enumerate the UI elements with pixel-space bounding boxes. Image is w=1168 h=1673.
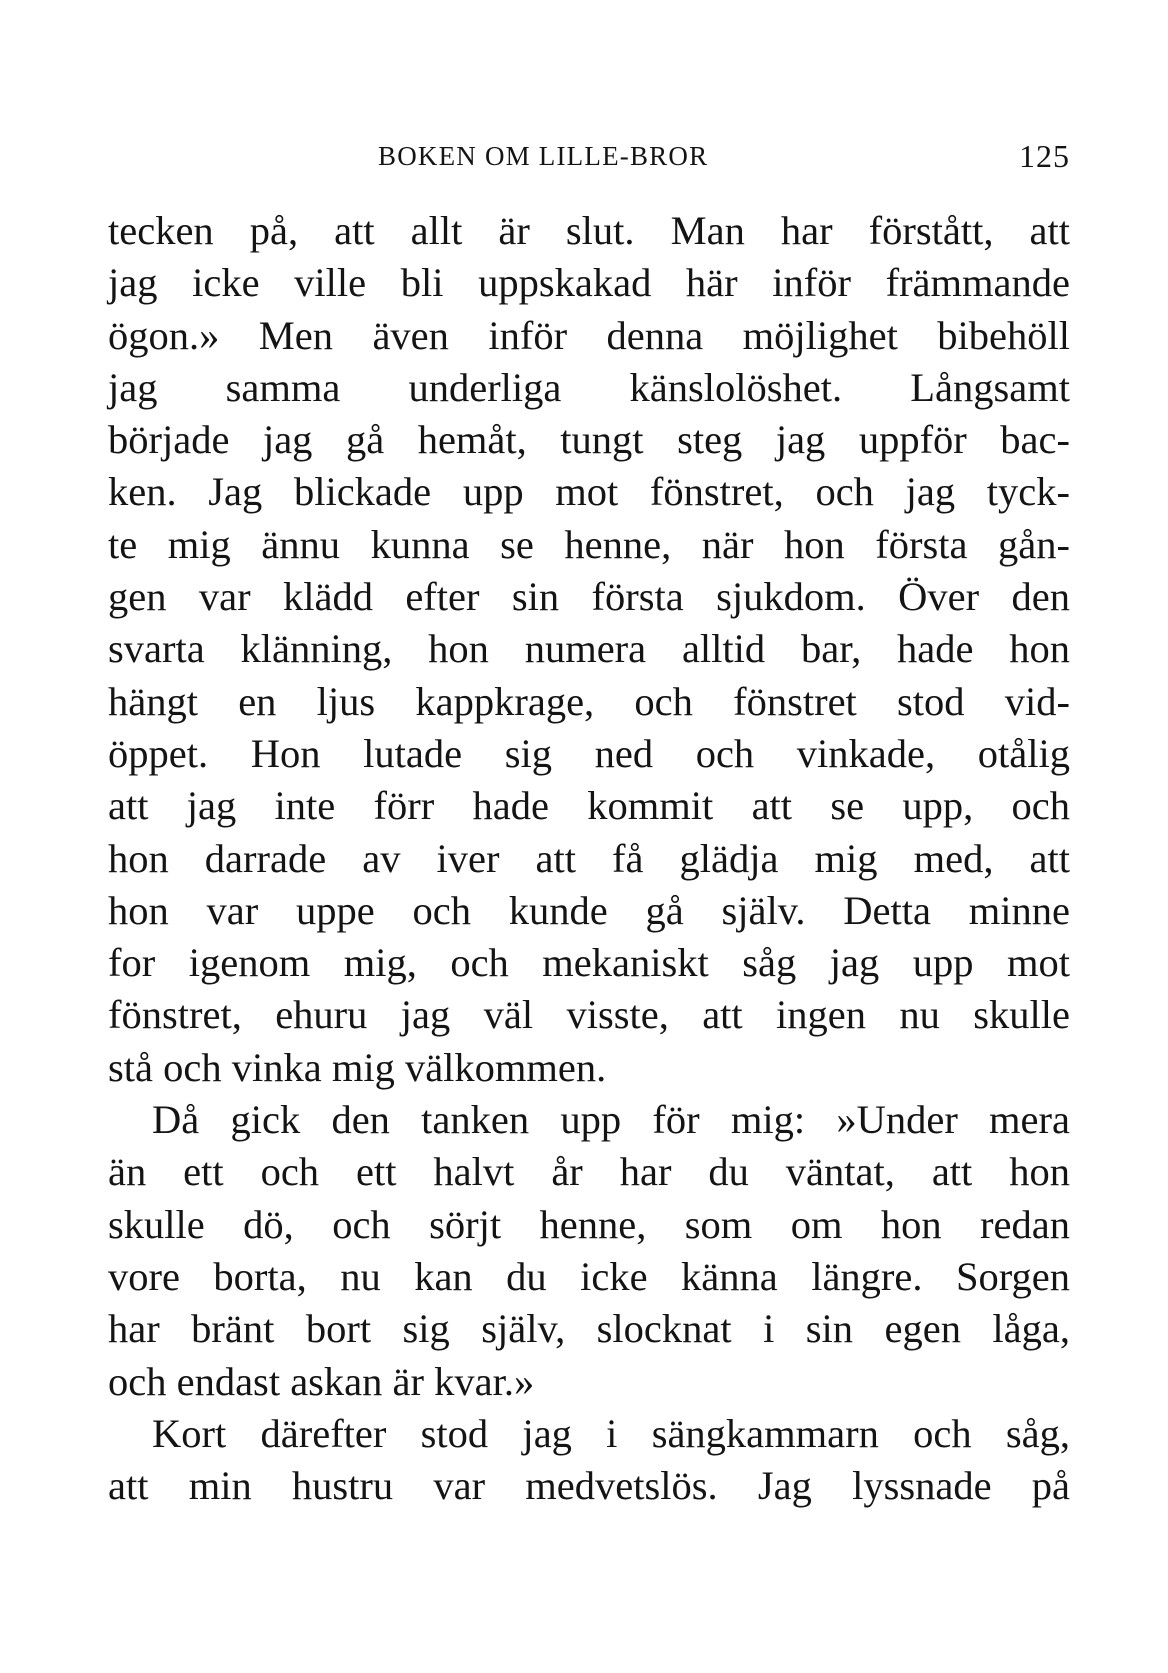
paragraph <box>108 205 1070 1094</box>
text-line: än ett och ett halvt år har du väntat, att hon <box>108 1149 1070 1195</box>
text-line: och endast askan är kvar.» <box>108 1358 535 1404</box>
text-line: vore borta, nu kan du icke känna längre. Sorgen <box>108 1253 1070 1299</box>
text-line: stå och vinka mig välkommen. <box>108 1044 607 1090</box>
paragraph <box>108 1094 1070 1408</box>
text-line: hon var uppe och kunde gå själv. Detta minne <box>108 887 1070 933</box>
body-text <box>108 205 1070 1512</box>
text-line: att min hustru var medvetslös. Jag lyssnade på <box>108 1463 1070 1509</box>
text-line: öppet. Hon lutade sig ned och vinkade, otålig <box>108 730 1070 776</box>
text-line: har bränt bort sig själv, slocknat i sin egen låga, <box>108 1306 1070 1352</box>
paragraph <box>108 1408 1070 1513</box>
text-line: tecken på, att allt är slut. Man har förstått, att <box>108 208 1070 253</box>
text-line: gen var klädd efter sin första sjukdom. Över den <box>108 574 1070 620</box>
text-line: jag samma underliga känslolöshet. Långsamt <box>108 364 1070 410</box>
running-title: BOKEN OM LILLE-BROR <box>378 141 709 171</box>
text-line: jag icke ville bli uppskakad här inför främmande <box>108 260 1070 306</box>
text-line: svarta klänning, hon numera alltid bar, hade hon <box>108 626 1070 672</box>
text-line: ögon.» Men även inför denna möjlighet bibehöll <box>108 312 1070 358</box>
text-line: skulle dö, och sörjt henne, som om hon redan <box>108 1201 1070 1247</box>
text-line: fönstret, ehuru jag väl visste, att ingen nu skulle <box>108 992 1070 1038</box>
page-number: 125 <box>1019 138 1070 174</box>
text-line: Kort därefter stod jag i sängkammarn och såg, <box>152 1410 1070 1456</box>
text-line: började jag gå hemåt, tungt steg jag uppför bac- <box>108 417 1070 463</box>
text-line: for igenom mig, och mekaniskt såg jag upp mot <box>108 940 1070 986</box>
text-line: att jag inte förr hade kommit att se upp, och <box>108 783 1070 829</box>
text-line: hängt en ljus kappkrage, och fönstret stod vid- <box>108 678 1070 724</box>
text-line: te mig ännu kunna se henne, när hon första gån- <box>108 521 1070 567</box>
text-line: hon darrade av iver att få glädja mig med, att <box>108 835 1070 881</box>
running-head <box>108 136 1070 176</box>
text-line: ken. Jag blickade upp mot fönstret, och jag tyck- <box>108 469 1070 515</box>
text-line: Då gick den tanken upp för mig: »Under mera <box>152 1097 1070 1143</box>
